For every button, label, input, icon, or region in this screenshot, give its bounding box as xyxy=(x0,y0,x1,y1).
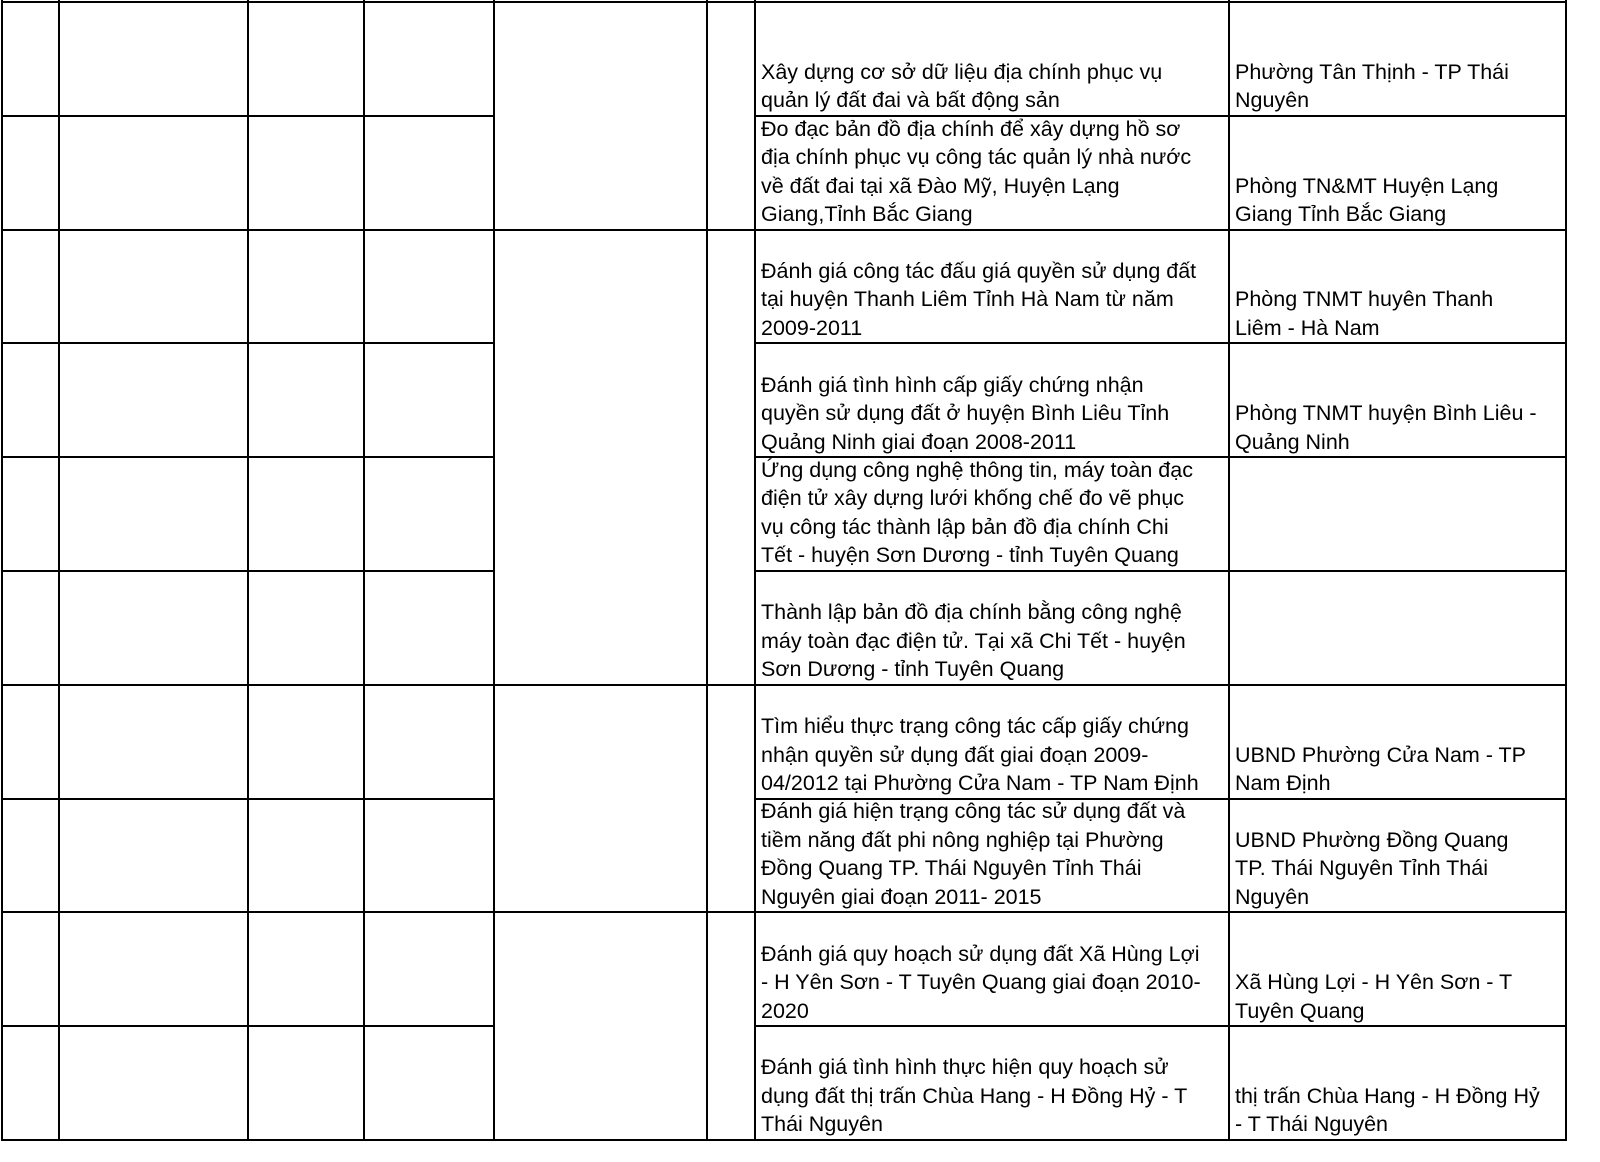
internship-place-line: Nam Định xyxy=(1235,771,1331,796)
thesis-topic-line: Xây dựng cơ sở dữ liệu địa chính phục vụ xyxy=(761,59,1163,84)
thesis-topic-line: 04/2012 tại Phường Cửa Nam - TP Nam Định xyxy=(761,771,1199,796)
class-code xyxy=(365,572,493,682)
thesis-topic-line: Đánh giá hiện trạng công tác sử dụng đất và xyxy=(761,799,1186,824)
student-given-name xyxy=(249,572,363,684)
student-surname xyxy=(60,458,247,570)
internship-place xyxy=(1230,344,1565,456)
supervisor-student-count xyxy=(708,913,754,1139)
student-given-name xyxy=(249,686,363,798)
student-given-name xyxy=(249,458,363,570)
grid-hline xyxy=(754,798,1567,800)
row-number xyxy=(3,1027,58,1139)
internship-place-line: TP. Thái Nguyên Tỉnh Thái xyxy=(1235,856,1488,881)
grid-hline xyxy=(754,115,1567,117)
thesis-topic-line: quản lý đất đai và bất động sản xyxy=(761,88,1060,113)
thesis-topic xyxy=(756,231,1228,343)
grid-hline xyxy=(1,911,1567,913)
thesis-topic-line: tại huyện Thanh Liêm Tỉnh Hà Nam từ năm xyxy=(761,287,1174,312)
internship-place-line: Phòng TN&MT Huyện Lạng xyxy=(1235,173,1499,198)
thesis-topic-line: máy toàn đạc điện tử. Tại xã Chi Tết - huyện xyxy=(761,628,1186,653)
internship-place xyxy=(1230,913,1565,1025)
thesis-topic-line: Quảng Ninh giai đoạn 2008-2011 xyxy=(761,429,1077,454)
row-number xyxy=(3,344,58,456)
thesis-topic-line: vụ công tác thành lập bản đồ địa chính Chi xyxy=(761,514,1169,539)
student-given-name xyxy=(249,1027,363,1139)
student-surname xyxy=(60,913,247,1025)
supervisor-student-count xyxy=(708,686,754,912)
row-number xyxy=(3,913,58,1025)
thesis-topic-line: điện tử xây dựng lưới khống chế đo vẽ phục xyxy=(761,486,1185,511)
grid-hline xyxy=(1,684,1567,686)
grid-hline xyxy=(754,1025,1567,1027)
row-number xyxy=(3,3,58,115)
thesis-topic-line: nhận quyền sử dụng đất giai đoạn 2009- xyxy=(761,742,1149,767)
student-surname xyxy=(60,800,247,912)
internship-place-line: Liêm - Hà Nam xyxy=(1235,315,1380,340)
thesis-topic xyxy=(756,572,1228,684)
thesis-topic-line: Nguyên giai đoạn 2011- 2015 xyxy=(761,884,1042,909)
internship-place xyxy=(1230,117,1565,229)
grid-vline-5 xyxy=(706,0,708,1141)
grid-hline xyxy=(1,456,495,458)
thesis-topic xyxy=(756,913,1228,1025)
student-surname xyxy=(60,686,247,798)
row-number xyxy=(3,231,58,343)
grid-hline xyxy=(1,1025,495,1027)
internship-place xyxy=(1230,1027,1565,1139)
grid-hline xyxy=(1,115,495,117)
grid-hline xyxy=(1,1139,1567,1141)
supervisor-student-count xyxy=(708,231,754,684)
thesis-topic xyxy=(756,117,1228,229)
class-code xyxy=(365,913,493,1023)
thesis-topic-line: Ứng dụng công nghệ thông tin, máy toàn đạc xyxy=(761,458,1193,482)
thesis-topic-line: Đo đạc bản đồ địa chính để xây dựng hồ sơ xyxy=(761,116,1181,141)
row-number xyxy=(3,117,58,229)
supervisor-name xyxy=(495,913,706,1139)
student-given-name xyxy=(249,913,363,1025)
thesis-topic-line: Giang,Tỉnh Bắc Giang xyxy=(761,202,973,227)
supervisor-name xyxy=(495,231,706,684)
internship-place-line: Giang Tỉnh Bắc Giang xyxy=(1235,202,1447,227)
thesis-topic xyxy=(756,3,1228,115)
student-given-name xyxy=(249,231,363,343)
thesis-topic-line: Đánh giá tình hình thực hiện quy hoạch sử xyxy=(761,1055,1169,1080)
row-number xyxy=(3,686,58,798)
thesis-topic-line: Đồng Quang TP. Thái Nguyên Tỉnh Thái xyxy=(761,856,1142,881)
row-number xyxy=(3,800,58,912)
student-surname xyxy=(60,344,247,456)
class-code xyxy=(365,231,493,341)
class-code xyxy=(365,1027,493,1137)
thesis-topic-line: Đánh giá quy hoạch sử dụng đất Xã Hùng Lợi xyxy=(761,941,1200,966)
thesis-topic-line: tiềm năng đất phi nông nghiệp tại Phường xyxy=(761,827,1164,852)
internship-place xyxy=(1230,231,1565,343)
student-surname xyxy=(60,231,247,343)
class-code xyxy=(365,3,493,113)
internship-place-line: thị trấn Chùa Hang - H Đồng Hỷ xyxy=(1235,1083,1540,1108)
student-surname xyxy=(60,117,247,229)
grid-hline xyxy=(754,342,1567,344)
thesis-topic xyxy=(756,1027,1228,1139)
thesis-topic xyxy=(756,458,1228,570)
internship-place-line: Xã Hùng Lợi - H Yên Sơn - T xyxy=(1235,970,1513,995)
internship-place-line: Phường Tân Thịnh - TP Thái xyxy=(1235,59,1509,84)
internship-place-line: - T Thái Nguyên xyxy=(1235,1112,1388,1137)
student-surname xyxy=(60,572,247,684)
thesis-topic-line: Tết - huyện Sơn Dương - tỉnh Tuyên Quang xyxy=(761,543,1179,568)
thesis-topic xyxy=(756,344,1228,456)
thesis-topic-line: 2009-2011 xyxy=(761,315,863,340)
student-surname xyxy=(60,1027,247,1139)
internship-place-line: Phòng TNMT huyên Thanh xyxy=(1235,287,1494,312)
row-number xyxy=(3,572,58,684)
internship-place xyxy=(1230,572,1565,684)
thesis-topic xyxy=(756,686,1228,798)
thesis-topic xyxy=(756,800,1228,912)
grid-hline xyxy=(1,229,1567,231)
grid-hline xyxy=(754,570,1567,572)
internship-place-line: Quảng Ninh xyxy=(1235,429,1350,454)
thesis-topic-line: Đánh giá công tác đấu giá quyền sử dụng đất xyxy=(761,258,1197,283)
thesis-topic-line: - H Yên Sơn - T Tuyên Quang giai đoạn 2010- xyxy=(761,970,1201,995)
thesis-topic-line: 2020 xyxy=(761,998,809,1023)
thesis-topic-line: Tìm hiểu thực trạng công tác cấp giấy chứng xyxy=(761,714,1189,739)
thesis-topic-line: Thái Nguyên xyxy=(761,1112,883,1137)
class-code xyxy=(365,344,493,454)
thesis-topic-line: Sơn Dương - tỉnh Tuyên Quang xyxy=(761,657,1065,682)
internship-place-line: Nguyên xyxy=(1235,884,1310,909)
grid-hline xyxy=(754,456,1567,458)
internship-place xyxy=(1230,686,1565,798)
supervisor-name xyxy=(495,686,706,912)
internship-place-line: Nguyên xyxy=(1235,88,1310,113)
row-number xyxy=(3,458,58,570)
student-given-name xyxy=(249,800,363,912)
internship-place xyxy=(1230,3,1565,115)
student-given-name xyxy=(249,3,363,115)
class-code xyxy=(365,117,493,227)
student-surname xyxy=(60,3,247,115)
grid-hline xyxy=(1,1,1567,3)
internship-place xyxy=(1230,800,1565,912)
class-code xyxy=(365,686,493,796)
grid-hline xyxy=(1,798,495,800)
student-given-name xyxy=(249,117,363,229)
thesis-topic-line: quyền sử dụng đất ở huyện Bình Liêu Tỉnh xyxy=(761,401,1170,426)
internship-place-line: Phòng TNMT huyện Bình Liêu - xyxy=(1235,401,1537,426)
grid-hline xyxy=(1,570,495,572)
grid-hline xyxy=(1,342,495,344)
internship-place-line: UBND Phường Đồng Quang xyxy=(1235,827,1509,852)
class-code xyxy=(365,800,493,910)
class-code xyxy=(365,458,493,568)
internship-place xyxy=(1230,458,1565,570)
internship-place-line: Tuyên Quang xyxy=(1235,998,1365,1023)
student-given-name xyxy=(249,344,363,456)
thesis-topic-line: dụng đất thị trấn Chùa Hang - H Đồng Hỷ - T xyxy=(761,1083,1188,1108)
thesis-topic-line: Đánh giá tình hình cấp giấy chứng nhận xyxy=(761,372,1144,397)
thesis-topic-line: về đất đai tại xã Đào Mỹ, Huyện Lạng xyxy=(761,173,1120,198)
thesis-topic-line: địa chính phục vụ công tác quản lý nhà nước xyxy=(761,145,1192,170)
internship-place-line: UBND Phường Cửa Nam - TP xyxy=(1235,742,1527,767)
thesis-topic-line: Thành lập bản đồ địa chính bằng công nghệ xyxy=(761,600,1182,625)
